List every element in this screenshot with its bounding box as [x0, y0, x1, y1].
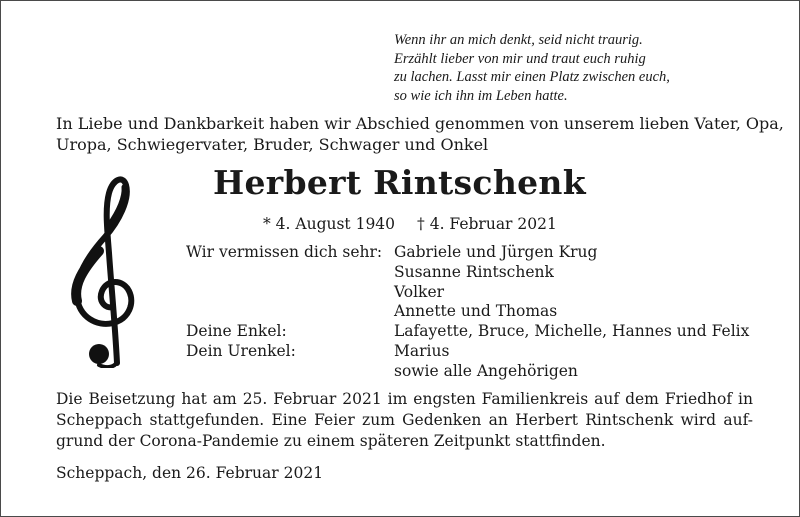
treble-clef-icon — [69, 173, 139, 368]
burial-notice — [56, 389, 753, 452]
mourner-label: Deine Enkel: — [186, 322, 287, 341]
deceased-name: Herbert Rintschenk — [213, 163, 586, 202]
intro-text — [56, 113, 784, 155]
intro-line: In Liebe und Dankbarkeit haben wir Abschied genommen von unserem lieben Vater, Opa, — [56, 114, 784, 133]
life-dates — [263, 214, 557, 234]
poem-line: so wie ich ihn im Leben hatte. — [394, 87, 568, 104]
mourner-label: Wir vermissen dich sehr: — [186, 243, 383, 261]
death-date: † 4. Februar 2021 — [417, 215, 557, 233]
place-and-date: Scheppach, den 26. Februar 2021 — [56, 464, 324, 482]
notice-line: Scheppach stattgefunden. Eine Feier zum Gedenken an Herbert Rintschenk wird auf- — [56, 411, 753, 429]
mourner-names: Susanne Rintschenk — [394, 262, 554, 281]
mourner-names: Volker — [394, 282, 445, 301]
mourner-names: Marius — [394, 341, 450, 360]
memorial-poem — [394, 31, 754, 105]
poem-line: zu lachen. Lasst mir einen Platz zwischen euch, — [394, 69, 670, 86]
birth-date: * 4. August 1940 — [263, 215, 396, 233]
poem-line: Wenn ihr an mich denkt, seid nicht traurig. — [394, 32, 643, 48]
poem-line: Erzählt lieber von mir und traut euch ruhig — [394, 50, 646, 67]
mourner-label: Dein Urenkel: — [186, 341, 296, 360]
notice-line: Die Beisetzung hat am 25. Februar 2021 im engsten Familienkreis auf dem Friedhof in — [56, 390, 753, 408]
mourner-names: sowie alle Angehörigen — [394, 361, 578, 380]
intro-line: Uropa, Schwiegervater, Bruder, Schwager und Onkel — [56, 135, 489, 154]
mourner-names: Gabriele und Jürgen Krug — [394, 243, 598, 261]
mourner-names: Lafayette, Bruce, Michelle, Hannes und Felix — [394, 322, 750, 341]
notice-line: grund der Corona-Pandemie zu einem späteren Zeitpunkt stattfinden. — [56, 432, 606, 450]
mourner-names: Annette und Thomas — [394, 302, 558, 321]
